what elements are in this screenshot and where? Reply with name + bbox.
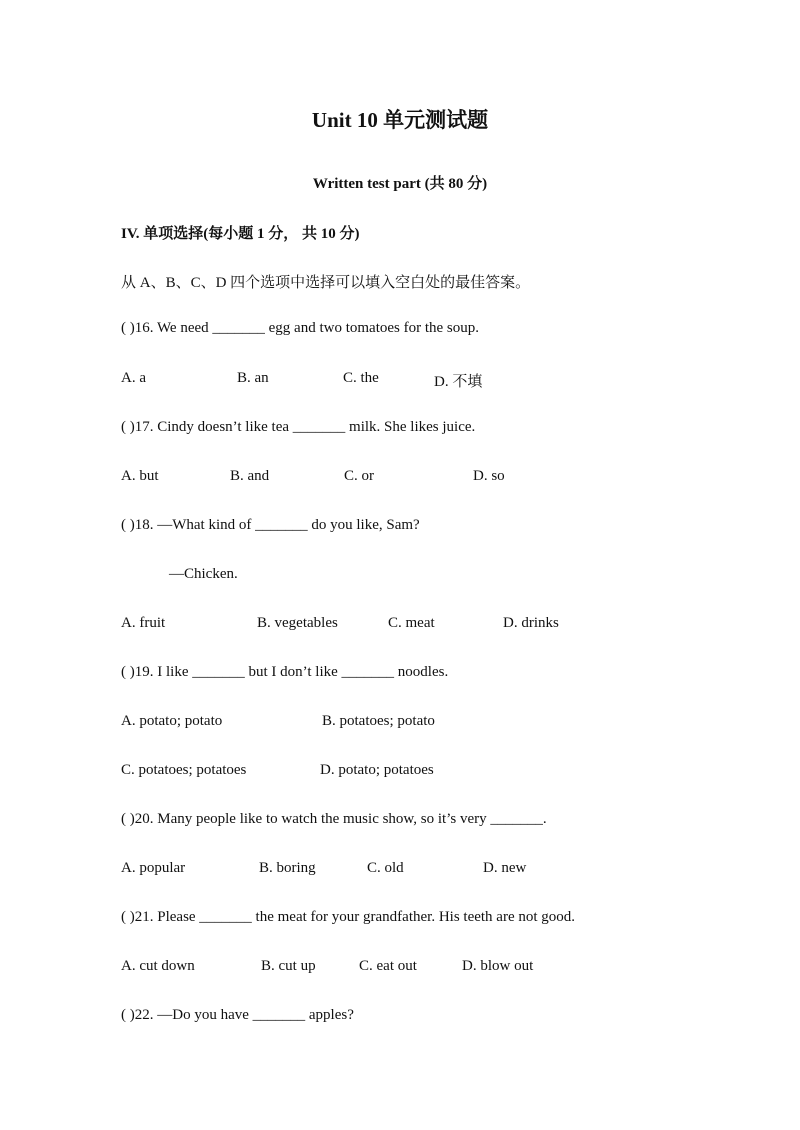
question-18-reply: —Chicken.: [169, 566, 238, 582]
question-16-option-d: D. 不填: [434, 374, 483, 390]
question-17-stem: ( )17. Cindy doesn’t like tea _______ milk. She likes juice.: [121, 419, 476, 435]
question-18-option-d: D. drinks: [503, 615, 559, 631]
question-18-stem: ( )18. —What kind of _______ do you like, Sam?: [121, 517, 420, 533]
question-16-option-b: B. an: [237, 370, 269, 386]
section-heading: IV. 单项选择(每小题 1 分， 共 10 分): [121, 226, 360, 242]
question-19-option-c: C. potatoes; potatoes: [121, 762, 247, 778]
question-19-option-a: A. potato; potato: [121, 713, 223, 729]
question-20-option-d: D. new: [483, 860, 527, 876]
question-21-stem: ( )21. Please _______ the meat for your grandfather. His teeth are not good.: [121, 909, 576, 925]
question-17-option-a: A. but: [121, 468, 159, 484]
question-19-option-b: B. potatoes; potato: [322, 713, 435, 729]
question-20-stem: ( )20. Many people like to watch the music show, so it’s very _______.: [121, 811, 547, 827]
section-subtitle: Written test part (共 80 分): [312, 176, 488, 192]
question-16-option-c: C. the: [343, 370, 379, 386]
question-16-stem: ( )16. We need _______ egg and two tomatoes for the soup.: [121, 320, 480, 336]
question-18-option-c: C. meat: [388, 615, 435, 631]
question-19-option-d: D. potato; potatoes: [320, 762, 434, 778]
question-18-option-a: A. fruit: [121, 615, 166, 631]
question-21-option-a: A. cut down: [121, 958, 195, 974]
page-title: Unit 10 单元测试题: [311, 108, 489, 132]
question-20-option-c: C. old: [367, 860, 404, 876]
question-22-stem: ( )22. —Do you have _______ apples?: [121, 1007, 354, 1023]
question-19-stem: ( )19. I like _______ but I don’t like _______ noodles.: [121, 664, 449, 680]
question-21-option-d: D. blow out: [462, 958, 534, 974]
question-21-option-c: C. eat out: [359, 958, 417, 974]
question-21-option-b: B. cut up: [261, 958, 316, 974]
question-17-option-b: B. and: [230, 468, 270, 484]
question-20-option-b: B. boring: [259, 860, 316, 876]
instruction-text: 从 A、B、C、D 四个选项中选择可以填入空白处的最佳答案。: [121, 275, 531, 291]
question-17-option-d: D. so: [473, 468, 505, 484]
question-16-option-a: A. a: [121, 370, 146, 386]
question-17-option-c: C. or: [344, 468, 374, 484]
question-18-option-b: B. vegetables: [257, 615, 338, 631]
question-20-option-a: A. popular: [121, 860, 186, 876]
